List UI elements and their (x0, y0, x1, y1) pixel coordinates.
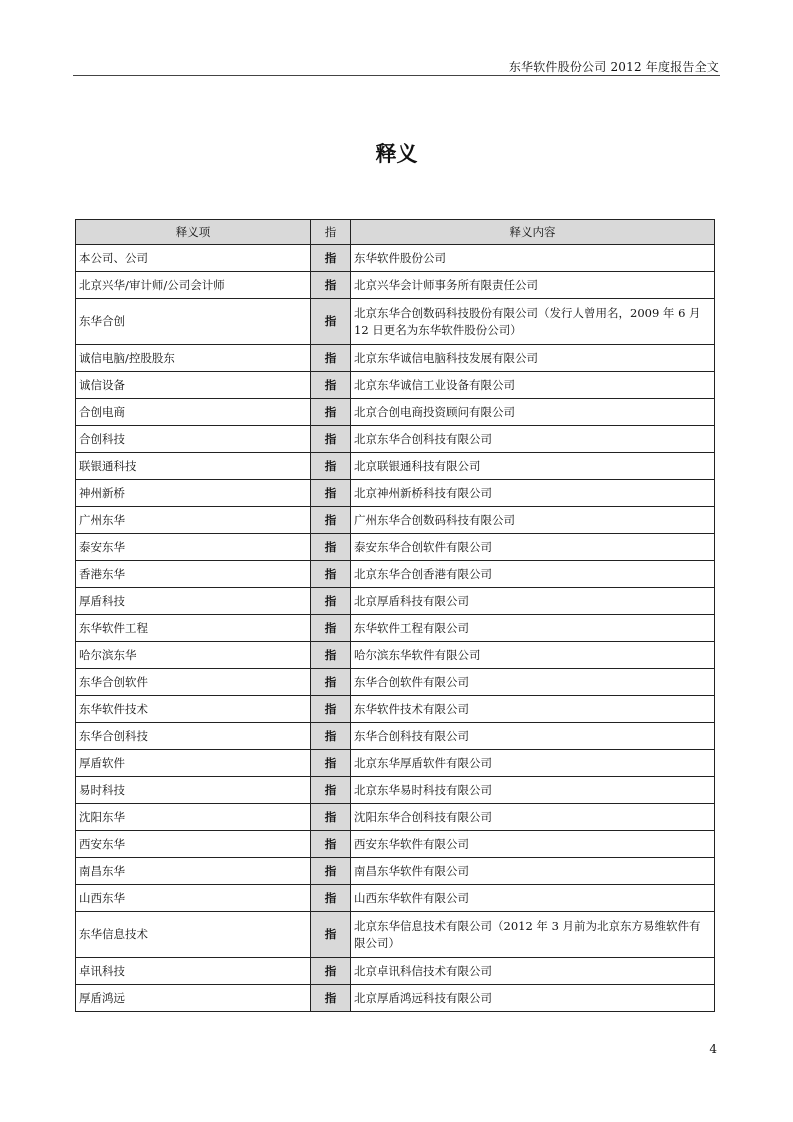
table-row (76, 507, 715, 534)
refers-cell: 指 (311, 615, 351, 642)
definition-cell: 北京兴华会计师事务所有限责任公司 (351, 272, 715, 299)
refers-cell: 指 (311, 750, 351, 777)
table-row (76, 723, 715, 750)
definition-cell: 北京东华信息技术有限公司（2012 年 3 月前为北京东方易维软件有限公司） (351, 912, 715, 958)
table-row (76, 588, 715, 615)
refers-cell: 指 (311, 399, 351, 426)
term-cell: 神州新桥 (76, 480, 311, 507)
definitions-table (75, 219, 715, 1012)
table-row (76, 912, 715, 958)
refers-cell: 指 (311, 299, 351, 345)
table-row (76, 750, 715, 777)
refers-cell: 指 (311, 453, 351, 480)
term-cell: 厚盾软件 (76, 750, 311, 777)
refers-cell: 指 (311, 696, 351, 723)
term-cell: 东华信息技术 (76, 912, 311, 958)
definition-cell: 东华软件技术有限公司 (351, 696, 715, 723)
table-row (76, 345, 715, 372)
table-row (76, 831, 715, 858)
table-row (76, 426, 715, 453)
column-header-term: 释义项 (76, 220, 311, 245)
definition-cell: 北京联银通科技有限公司 (351, 453, 715, 480)
term-cell: 东华软件工程 (76, 615, 311, 642)
header-divider (73, 75, 720, 76)
refers-cell: 指 (311, 507, 351, 534)
refers-cell: 指 (311, 534, 351, 561)
table-row (76, 642, 715, 669)
table-row (76, 615, 715, 642)
column-header-refers: 指 (311, 220, 351, 245)
definition-cell: 东华合创软件有限公司 (351, 669, 715, 696)
table-row (76, 299, 715, 345)
term-cell: 易时科技 (76, 777, 311, 804)
term-cell: 合创科技 (76, 426, 311, 453)
page-title: 释义 (375, 142, 418, 166)
table-row (76, 669, 715, 696)
table-row (76, 958, 715, 985)
table-header-row (76, 220, 715, 245)
definition-cell: 泰安东华合创软件有限公司 (351, 534, 715, 561)
refers-cell: 指 (311, 831, 351, 858)
definition-cell: 北京神州新桥科技有限公司 (351, 480, 715, 507)
refers-cell: 指 (311, 958, 351, 985)
refers-cell: 指 (311, 885, 351, 912)
term-cell: 厚盾鸿远 (76, 985, 311, 1012)
table-row (76, 777, 715, 804)
table-row (76, 534, 715, 561)
table-row (76, 858, 715, 885)
refers-cell: 指 (311, 642, 351, 669)
definition-cell: 北京东华诚信电脑科技发展有限公司 (351, 345, 715, 372)
refers-cell: 指 (311, 912, 351, 958)
definition-cell: 北京东华易时科技有限公司 (351, 777, 715, 804)
table-row (76, 245, 715, 272)
definition-cell: 山西东华软件有限公司 (351, 885, 715, 912)
definition-cell: 北京东华合创香港有限公司 (351, 561, 715, 588)
refers-cell: 指 (311, 669, 351, 696)
table-row (76, 453, 715, 480)
term-cell: 西安东华 (76, 831, 311, 858)
table-row (76, 561, 715, 588)
term-cell: 山西东华 (76, 885, 311, 912)
definition-cell: 东华软件股份公司 (351, 245, 715, 272)
term-cell: 东华软件技术 (76, 696, 311, 723)
term-cell: 厚盾科技 (76, 588, 311, 615)
refers-cell: 指 (311, 777, 351, 804)
term-cell: 本公司、公司 (76, 245, 311, 272)
refers-cell: 指 (311, 588, 351, 615)
table-row (76, 372, 715, 399)
refers-cell: 指 (311, 723, 351, 750)
term-cell: 诚信设备 (76, 372, 311, 399)
definition-cell: 南昌东华软件有限公司 (351, 858, 715, 885)
refers-cell: 指 (311, 272, 351, 299)
definition-cell: 北京合创电商投资顾问有限公司 (351, 399, 715, 426)
refers-cell: 指 (311, 245, 351, 272)
running-header: 东华软件股份公司 2012 年度报告全文 (508, 60, 719, 74)
refers-cell: 指 (311, 480, 351, 507)
term-cell: 东华合创软件 (76, 669, 311, 696)
term-cell: 香港东华 (76, 561, 311, 588)
definition-cell: 北京东华厚盾软件有限公司 (351, 750, 715, 777)
page-number: 4 (709, 1042, 717, 1056)
term-cell: 诚信电脑/控股股东 (76, 345, 311, 372)
definition-cell: 东华软件工程有限公司 (351, 615, 715, 642)
refers-cell: 指 (311, 345, 351, 372)
definition-cell: 广州东华合创数码科技有限公司 (351, 507, 715, 534)
term-cell: 哈尔滨东华 (76, 642, 311, 669)
term-cell: 合创电商 (76, 399, 311, 426)
term-cell: 广州东华 (76, 507, 311, 534)
table-row (76, 985, 715, 1012)
definition-cell: 哈尔滨东华软件有限公司 (351, 642, 715, 669)
term-cell: 东华合创 (76, 299, 311, 345)
definition-cell: 北京东华诚信工业设备有限公司 (351, 372, 715, 399)
definition-cell: 北京厚盾科技有限公司 (351, 588, 715, 615)
definition-cell: 北京东华合创科技有限公司 (351, 426, 715, 453)
term-cell: 南昌东华 (76, 858, 311, 885)
term-cell: 联银通科技 (76, 453, 311, 480)
definition-cell: 北京卓讯科信技术有限公司 (351, 958, 715, 985)
table-row (76, 804, 715, 831)
definition-cell: 沈阳东华合创科技有限公司 (351, 804, 715, 831)
term-cell: 沈阳东华 (76, 804, 311, 831)
definition-cell: 北京东华合创数码科技股份有限公司（发行人曾用名，2009 年 6 月 12 日更名为东华软件股份公司） (351, 299, 715, 345)
definition-cell: 西安东华软件有限公司 (351, 831, 715, 858)
refers-cell: 指 (311, 985, 351, 1012)
column-header-definition: 释义内容 (351, 220, 715, 245)
table-row (76, 480, 715, 507)
definition-cell: 东华合创科技有限公司 (351, 723, 715, 750)
term-cell: 卓讯科技 (76, 958, 311, 985)
table-row (76, 885, 715, 912)
refers-cell: 指 (311, 372, 351, 399)
table-row (76, 399, 715, 426)
refers-cell: 指 (311, 858, 351, 885)
refers-cell: 指 (311, 804, 351, 831)
definition-cell: 北京厚盾鸿远科技有限公司 (351, 985, 715, 1012)
term-cell: 北京兴华/审计师/公司会计师 (76, 272, 311, 299)
table-row (76, 272, 715, 299)
term-cell: 泰安东华 (76, 534, 311, 561)
refers-cell: 指 (311, 426, 351, 453)
table-row (76, 696, 715, 723)
term-cell: 东华合创科技 (76, 723, 311, 750)
refers-cell: 指 (311, 561, 351, 588)
